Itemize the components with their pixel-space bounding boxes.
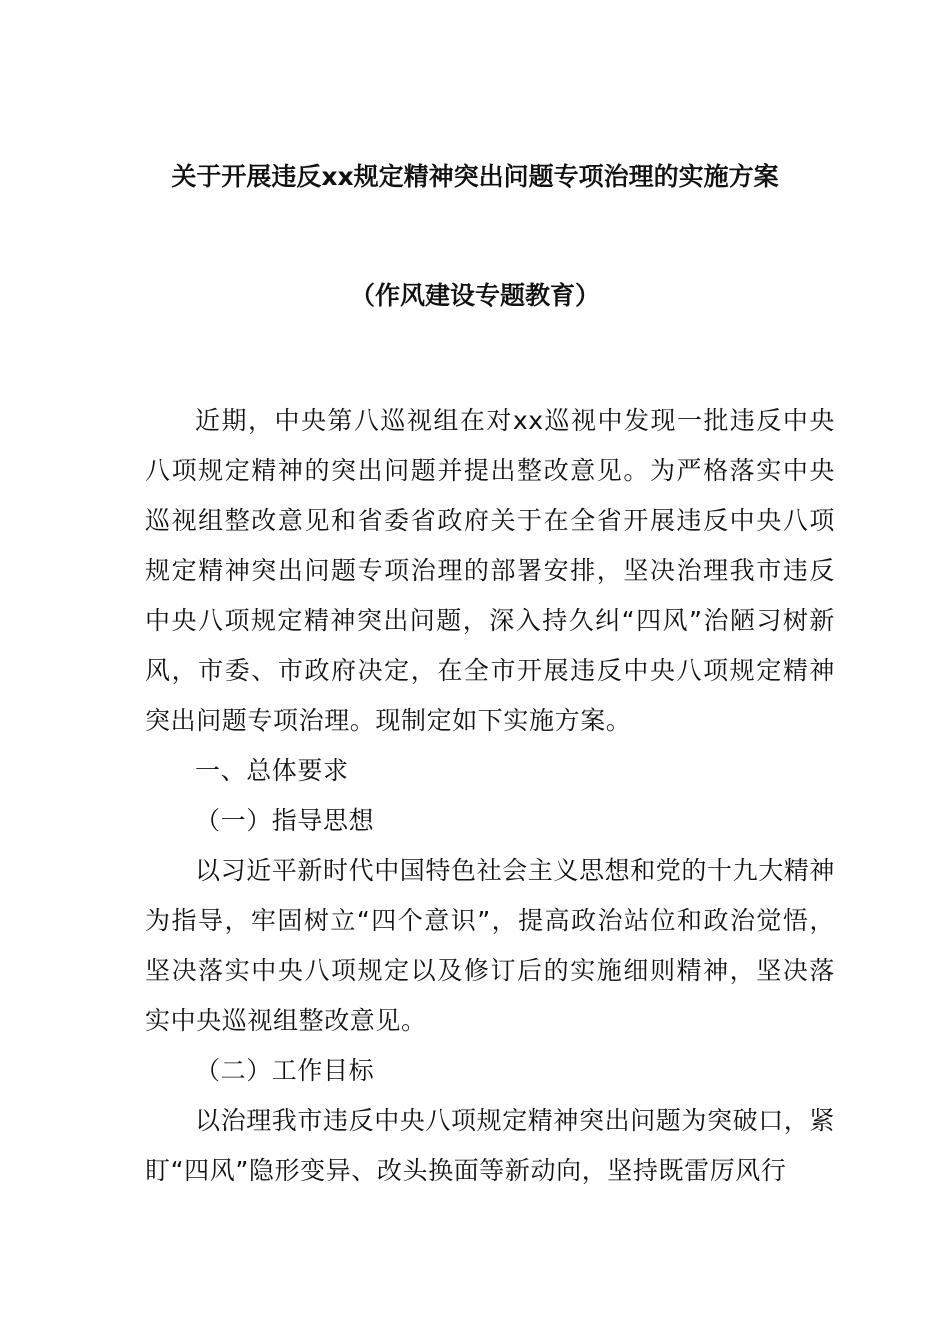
document-title: 关于开展违反xx规定精神突出问题专项治理的实施方案 [171, 162, 779, 191]
document-subtitle: （作风建设专题教育） [349, 281, 600, 310]
work-goals-paragraph: 以治理我市违反中央八项规定精神突出问题为突破口，紧盯“四风”隐形变异、改头换面等新动向，坚持既雷厉风行 [145, 1106, 836, 1185]
guiding-ideology-paragraph: 以习近平新时代中国特色社会主义思想和党的十九大精神为指导，牢固树立“四个意识”，提高政治站位和政治觉悟，坚决落实中央八项规定以及修订后的实施细则精神，坚决落实中央巡视组整改意见。 [145, 856, 836, 1035]
subsection-heading-work-goals: （二）工作目标 [195, 1056, 375, 1085]
document-body [145, 396, 835, 1196]
intro-paragraph: 近期，中央第八巡视组在对xx巡视中发现一批违反中央八项规定精神的突出问题并提出整改意见。为严格落实中央巡视组整改意见和省委省政府关于在全省开展违反中央八项规定精神突出问题专项治理的部署安排，坚决治理我市违反中央八项规定精神突出问题，深入持久纠“四风”治陋习树新风，市委、市政府决定，在全市开展违反中央八项规定精神突出问题专项治理。现制定如下实施方案。 [145, 406, 835, 735]
subsection-heading-guiding-ideology: （一）指导思想 [195, 806, 375, 835]
section-heading-general-requirements: 一、总体要求 [195, 756, 349, 785]
